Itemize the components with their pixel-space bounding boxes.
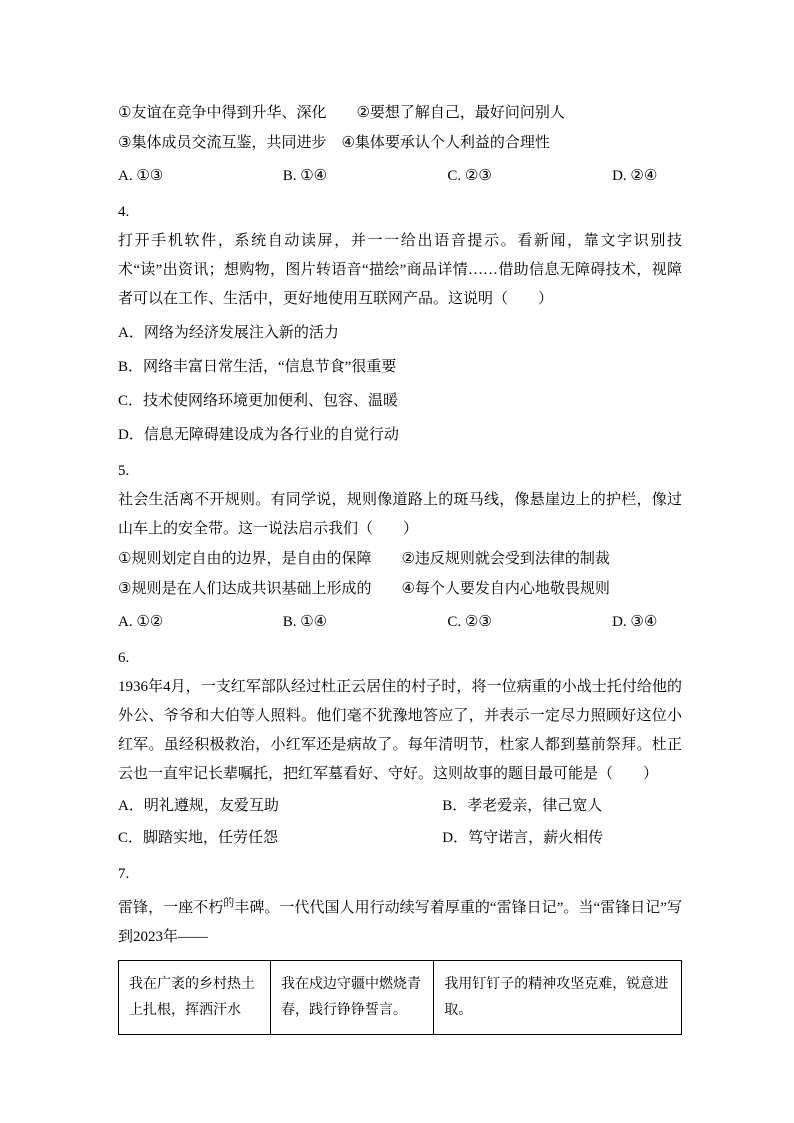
- q5-items-line1: ①规则划定自由的边界，是自由的保障 ②违反规则就会受到法律的制裁: [118, 551, 610, 567]
- q7-number: 7.: [118, 866, 130, 882]
- q4-option-c: C．技术使网络环境更加便利、包容、温暖: [118, 393, 399, 409]
- q3-items-line1: ①友谊在竞争中得到升华、深化 ②要想了解自己，最好问问别人: [118, 105, 565, 121]
- question-4: [118, 197, 682, 450]
- q6-option-c: C．脚踏实地，任劳任怨: [118, 830, 279, 846]
- q6-stem: 1936年4月，一支红军部队经过杜正云居住的村子时，将一位病重的小战士托付给他的外公、爷爷和大伯等人照料。他们毫不犹豫地答应了，并表示一定尽力照顾好这位小红军。虽经积极救治，小红军还是病故了。每年清明节，杜家人都到墓前祭拜。杜正云也一直牢记长辈嘱托，把红军墓看好、守好。这则故事的题目最可能是（ ）: [118, 679, 682, 782]
- q6-option-a: A．明礼遵规，友爱互助: [118, 798, 279, 814]
- q5-answer-row: [118, 607, 682, 637]
- q5-items-line2: ③规则是在人们达成共识基础上形成的 ④每个人要发自内心地敬畏规则: [118, 581, 610, 597]
- leifeng-diary-table: [118, 960, 682, 1035]
- diary-cell-rural: 我在广袤的乡村热土上扎根，挥洒汗水: [119, 961, 271, 1035]
- q4-stem: 打开手机软件，系统自动读屏，并一一给出语音提示。看新闻，靠文字识别技术“读”出资讯；想购物，图片转语音“描绘”商品详情……借助信息无障碍技术，视障者可以在工作、生活中，更好地使用互联网产品。这说明（ ）: [118, 233, 682, 307]
- question-7: [118, 859, 682, 1035]
- q6-options-row2: [118, 823, 682, 853]
- diary-cell-nail-spirit: 我用钉钉子的精神攻坚克难，锐意进取。: [434, 961, 682, 1035]
- q3-answer-row: [118, 161, 682, 191]
- q4-option-d: D．信息无障碍建设成为各行业的自觉行动: [118, 427, 399, 443]
- q3-answer-b: B. ①④: [282, 168, 328, 184]
- diary-cell-border: 我在戍边守疆中燃烧青春，践行铮铮誓言。: [271, 961, 434, 1035]
- q3-answer-a: A. ①③: [118, 168, 164, 184]
- q4-option-b: B．网络丰富日常生活，“信息节食”很重要: [118, 359, 397, 375]
- q6-option-d: D．笃守诺言，薪火相传: [442, 830, 604, 846]
- q7-stem-suffix: 丰碑。一代代国人用行动续写着厚重的“雷锋日记”。当“雷锋日记”写到2023年——: [118, 900, 682, 945]
- q5-stem: 社会生活离不开规则。有同学说，规则像道路上的斑马线，像悬崖边上的护栏，像过山车上的安全带。这一说法启示我们（ ）: [118, 492, 682, 537]
- q7-stem-superscript: 的: [223, 897, 235, 909]
- q5-answer-a: A. ①②: [118, 614, 164, 630]
- question-5: [118, 456, 682, 637]
- q4-number: 4.: [118, 204, 130, 220]
- q7-stem-prefix: 雷锋，一座不朽: [118, 900, 224, 916]
- q5-answer-b: B. ①④: [282, 614, 328, 630]
- q6-option-b: B．孝老爱亲，律己宽人: [442, 798, 603, 814]
- q6-options-row1: [118, 791, 682, 821]
- diary-table-row: [119, 961, 682, 1035]
- q5-answer-d: D. ③④: [612, 614, 658, 630]
- q3-answer-d: D. ②④: [612, 168, 658, 184]
- q7-stem: [118, 889, 682, 952]
- q5-number: 5.: [118, 463, 130, 479]
- q3-answer-c: C. ②③: [447, 168, 492, 184]
- q4-option-a: A．网络为经济发展注入新的活力: [118, 325, 339, 341]
- q5-answer-c: C. ②③: [447, 614, 492, 630]
- question-6: [118, 643, 682, 853]
- question-3: [118, 98, 682, 191]
- q6-number: 6.: [118, 650, 130, 666]
- q3-items-line2: ③集体成员交流互鉴，共同进步 ④集体要承认个人利益的合理性: [118, 135, 550, 151]
